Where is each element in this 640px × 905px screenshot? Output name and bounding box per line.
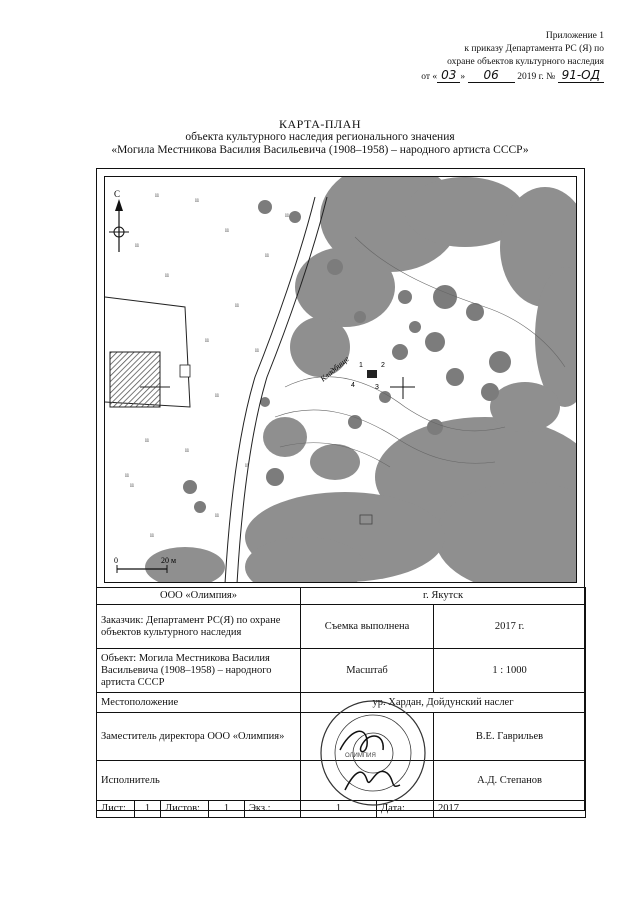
north-label: С [114, 189, 121, 199]
svg-text:ıı: ıı [215, 511, 219, 519]
title-line-2: объекта культурного наследия регионального значения [185, 131, 455, 143]
north-arrow-icon [109, 199, 129, 252]
svg-text:ıı: ıı [205, 336, 209, 344]
annex-line-3: охране объектов культурного наследия [447, 57, 604, 67]
title-line-3: «Могила Местникова Василия Васильевича (1908–1958) – народного артиста СССР» [111, 144, 529, 156]
copy-value-cell: 1 [301, 801, 377, 818]
copy-label-cell: Экз.: [245, 801, 301, 818]
building [105, 297, 190, 407]
date-label-cell: Дата: [377, 801, 434, 818]
annex-line-2: к приказу Департамента РС (Я) по [464, 44, 604, 54]
marker-2: 2 [381, 362, 385, 369]
svg-text:ıı: ıı [215, 391, 219, 399]
cemetery-label: Кладбище [318, 354, 351, 384]
svg-text:ıı: ıı [155, 191, 159, 199]
map-drawing [105, 177, 577, 583]
executor-label-cell: Исполнитель [97, 761, 301, 801]
location-label-cell: Местоположение [97, 693, 301, 713]
svg-text:ıı: ıı [165, 271, 169, 279]
site-map [104, 176, 577, 583]
deputy-label-cell: Заместитель директора ООО «Олимпия» [97, 713, 301, 761]
svg-text:ıı: ıı [235, 301, 239, 309]
executor-name-cell: А.Д. Степанов [434, 761, 586, 801]
location-value-cell: ур. Хардан, Дойдунский наслег [301, 693, 586, 713]
forest-canopy [145, 177, 577, 583]
official-seal-icon [321, 701, 425, 805]
annex-header [364, 30, 604, 84]
title-main: КАРТА-ПЛАН [278, 117, 362, 131]
document-title [60, 118, 580, 157]
sheets-label-cell: Листов: [161, 801, 209, 818]
svg-text:ıı: ıı [150, 531, 154, 539]
marker-3: 3 [375, 384, 379, 391]
svg-text:ıı: ıı [130, 481, 134, 489]
scale-label-cell: Масштаб [301, 649, 434, 693]
svg-text:ОЛИМПИЯ: ОЛИМПИЯ [345, 753, 376, 759]
object-cell: Объект: Могила Местникова Василия Васильевича (1908–1958) – народного артиста СССР [97, 649, 301, 693]
date-value-cell: 2017 [434, 801, 586, 818]
deputy-name-cell: В.Е. Гаврильев [434, 713, 586, 761]
scale-end: 20 м [161, 556, 177, 565]
svg-text:ıı: ıı [135, 241, 139, 249]
city-cell: г. Якутск [301, 588, 586, 605]
svg-text:ıı: ıı [245, 461, 249, 469]
annex-number: 91-ОД [558, 68, 604, 83]
svg-text:ıı: ıı [225, 226, 229, 234]
svg-text:ıı: ıı [125, 471, 129, 479]
annex-date-mid: » [460, 72, 466, 82]
annex-date-prefix: от « [421, 72, 438, 82]
scale-value-cell: 1 : 1000 [434, 649, 586, 693]
annex-date-line [364, 69, 604, 84]
annex-day: 03 [437, 68, 460, 83]
sheets-value-cell: 1 [209, 801, 245, 818]
sheet-value-cell: 1 [135, 801, 161, 818]
signature-icon [340, 731, 400, 790]
marker-4: 4 [351, 382, 355, 389]
org-cell: ООО «Олимпия» [97, 588, 301, 605]
annex-month: 06 [468, 68, 515, 83]
svg-text:ıı: ıı [265, 251, 269, 259]
marker-1: 1 [359, 362, 363, 369]
scale-zero: 0 [114, 556, 118, 565]
svg-text:ıı: ıı [145, 436, 149, 444]
seal-and-signatures [305, 695, 435, 810]
svg-text:ıı: ıı [285, 211, 289, 219]
annex-line-1: Приложение 1 [545, 31, 604, 41]
survey-label-cell: Съемка выполнена [301, 605, 434, 649]
sheet-label-cell: Лист: [97, 801, 135, 818]
svg-text:ıı: ıı [255, 346, 259, 354]
survey-year-cell: 2017 г. [434, 605, 586, 649]
customer-cell: Заказчик: Департамент РС(Я) по охране объектов культурного наследия [97, 605, 301, 649]
svg-text:ıı: ıı [185, 446, 189, 454]
annex-year-text: 2019 г. № [517, 72, 556, 82]
svg-text:ıı: ıı [195, 196, 199, 204]
